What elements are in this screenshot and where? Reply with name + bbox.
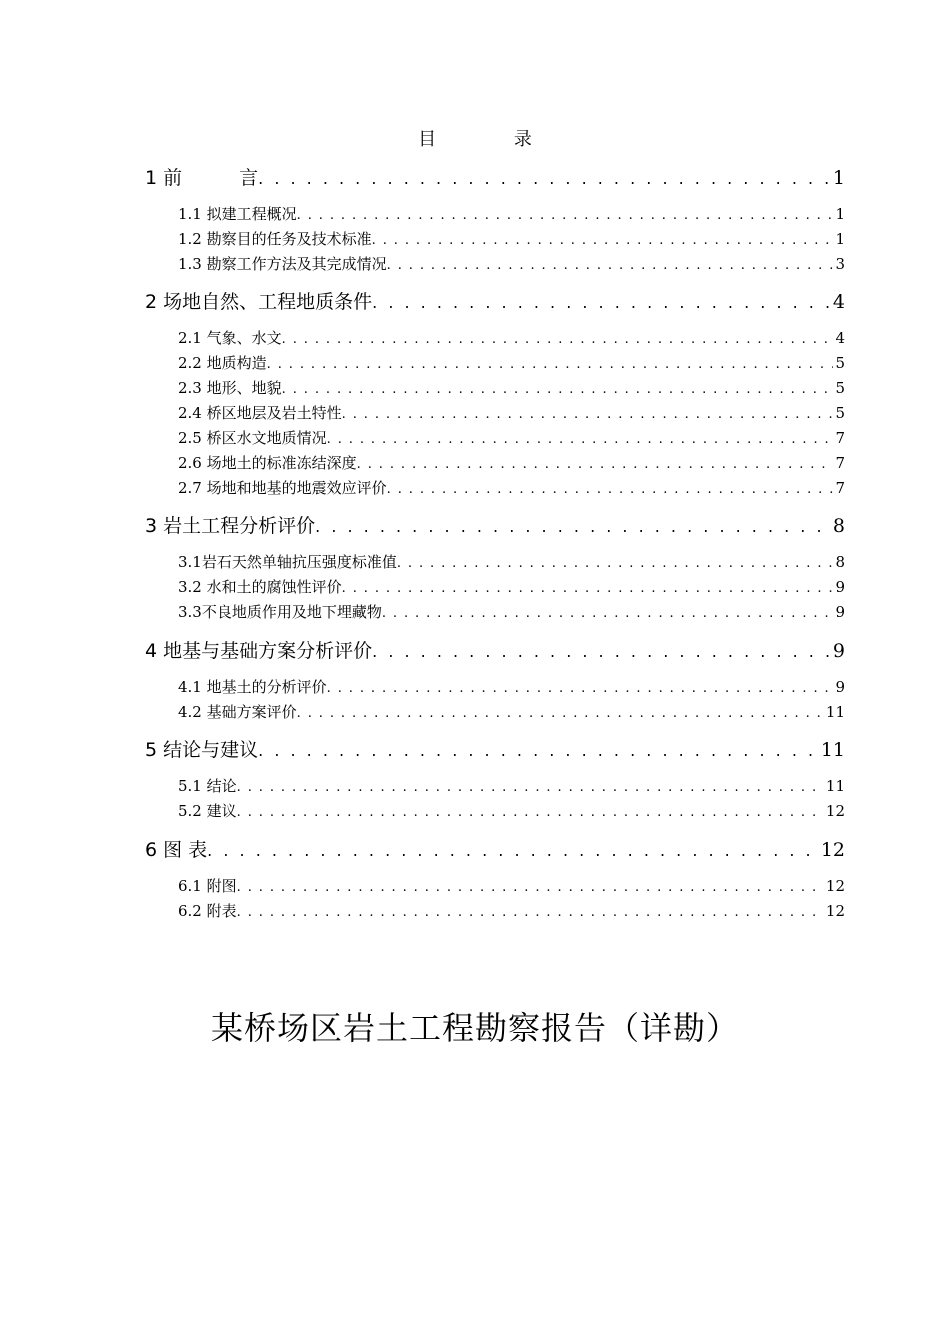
toc-section-label: 4 地基与基础方案分析评价: [145, 640, 373, 662]
toc-subsection-label: 2.3 地形、地貌: [178, 379, 282, 397]
toc-page-number: 5: [835, 354, 845, 372]
dot-leader: [372, 642, 831, 661]
toc-section[interactable]: [145, 835, 845, 861]
dot-leader: [237, 880, 824, 895]
toc-section[interactable]: [145, 287, 845, 313]
toc-page-number: 5: [835, 404, 845, 422]
toc-page-number: 7: [835, 454, 845, 472]
toc-subsection[interactable]: [178, 253, 845, 273]
toc-page-number: 4: [832, 291, 845, 313]
toc-subsection[interactable]: [178, 427, 845, 447]
toc-page-number: 1: [835, 205, 845, 223]
toc-subsection[interactable]: [178, 601, 845, 621]
toc-subsection-label: 1.3 勘察工作方法及其完成情况: [178, 255, 387, 273]
toc-page-number: 9: [832, 640, 845, 662]
toc-subsection-label: 2.7 场地和地基的地震效应评价: [178, 479, 387, 497]
toc-subsection-label: 2.1 气象、水文: [178, 329, 282, 347]
toc-subsection-label: 2.5 桥区水文地质情况: [178, 429, 327, 447]
toc-subsection[interactable]: [178, 775, 845, 795]
toc-subsection[interactable]: [178, 576, 845, 596]
toc-page-number: 3: [835, 255, 845, 273]
toc-subsection-label: 2.4 桥区地层及岩土特性: [178, 404, 342, 422]
toc-page-number: 11: [825, 703, 845, 721]
toc-subsection[interactable]: [178, 800, 845, 820]
dot-leader: [207, 841, 819, 860]
toc-subsection-label: 2.2 地质构造: [178, 354, 267, 372]
dot-leader: [258, 741, 819, 760]
toc-page-number: 4: [835, 329, 845, 347]
dot-leader: [282, 332, 834, 347]
toc-section[interactable]: [145, 636, 845, 662]
dot-leader: [327, 432, 834, 447]
toc-subsection-label: 6.2 附表: [178, 902, 237, 920]
toc-subsection-label: 2.6 场地土的标准冻结深度: [178, 454, 357, 472]
toc-subsection-label: 3.2 水和土的腐蚀性评价: [178, 578, 342, 596]
toc-subsection-label: 5.2 建议: [178, 802, 237, 820]
toc-subsection[interactable]: [178, 402, 845, 422]
toc-subsection[interactable]: [178, 875, 845, 895]
toc-section[interactable]: [145, 163, 845, 189]
toc-section-label: 1 前 言: [145, 167, 259, 189]
toc-section-label: 5 结论与建议: [145, 739, 259, 761]
toc-subsection-label: 3.3不良地质作用及地下埋藏物: [178, 603, 382, 621]
toc-subsection[interactable]: [178, 228, 845, 248]
toc-subsection-label: 4.2 基础方案评价: [178, 703, 297, 721]
dot-leader: [382, 606, 834, 621]
toc-subsection[interactable]: [178, 676, 845, 696]
toc-subsection[interactable]: [178, 900, 845, 920]
toc-section-label: 2 场地自然、工程地质条件: [145, 291, 373, 313]
toc-subsection-label: 1.2 勘察目的任务及技术标准: [178, 230, 372, 248]
dot-leader: [258, 169, 831, 188]
toc-page-number: 9: [835, 678, 845, 696]
dot-leader: [315, 517, 831, 536]
dot-leader: [237, 805, 824, 820]
dot-leader: [387, 482, 834, 497]
toc-subsection-label: 3.1岩石天然单轴抗压强度标准值: [178, 553, 397, 571]
toc-page-number: 12: [825, 902, 845, 920]
dot-leader: [397, 556, 834, 571]
toc-subsection[interactable]: [178, 551, 845, 571]
toc-subsection[interactable]: [178, 701, 845, 721]
toc-page-number: 12: [820, 839, 845, 861]
toc-page-number: 9: [835, 603, 845, 621]
toc-subsection-label: 1.1 拟建工程概况: [178, 205, 297, 223]
toc-section-label: 6 图 表: [145, 839, 208, 861]
toc-section-label: 3 岩土工程分析评价: [145, 515, 316, 537]
toc-page-number: 11: [820, 739, 845, 761]
dot-leader: [372, 293, 831, 312]
dot-leader: [372, 233, 834, 248]
toc-section[interactable]: [145, 735, 845, 761]
dot-leader: [342, 581, 834, 596]
dot-leader: [357, 457, 834, 472]
dot-leader: [297, 208, 834, 223]
toc-page-number: 7: [835, 479, 845, 497]
toc-page-number: 1: [835, 230, 845, 248]
toc-page-number: 8: [835, 553, 845, 571]
toc-subsection-label: 4.1 地基土的分析评价: [178, 678, 327, 696]
toc-subsection-label: 5.1 结论: [178, 777, 237, 795]
toc-subsection-label: 6.1 附图: [178, 877, 237, 895]
toc-page-number: 8: [832, 515, 845, 537]
dot-leader: [327, 681, 834, 696]
toc-page-number: 1: [832, 167, 845, 189]
toc-page-number: 7: [835, 429, 845, 447]
toc-section[interactable]: [145, 511, 845, 537]
dot-leader: [237, 780, 824, 795]
dot-leader: [237, 905, 824, 920]
document-title: 某桥场区岩土工程勘察报告（详勘）: [210, 1009, 739, 1047]
toc-subsection[interactable]: [178, 327, 845, 347]
toc-heading: 目 录: [418, 129, 568, 150]
toc-page-number: 12: [825, 802, 845, 820]
toc-page-number: 11: [825, 777, 845, 795]
dot-leader: [387, 258, 834, 273]
dot-leader: [297, 706, 824, 721]
toc-page-number: 9: [835, 578, 845, 596]
toc-page-number: 12: [825, 877, 845, 895]
dot-leader: [342, 407, 834, 422]
toc-subsection[interactable]: [178, 477, 845, 497]
toc-subsection[interactable]: [178, 452, 845, 472]
toc-subsection[interactable]: [178, 203, 845, 223]
dot-leader: [267, 357, 834, 372]
dot-leader: [282, 382, 834, 397]
toc-subsection[interactable]: [178, 352, 845, 372]
toc-page-number: 5: [835, 379, 845, 397]
toc-subsection[interactable]: [178, 377, 845, 397]
